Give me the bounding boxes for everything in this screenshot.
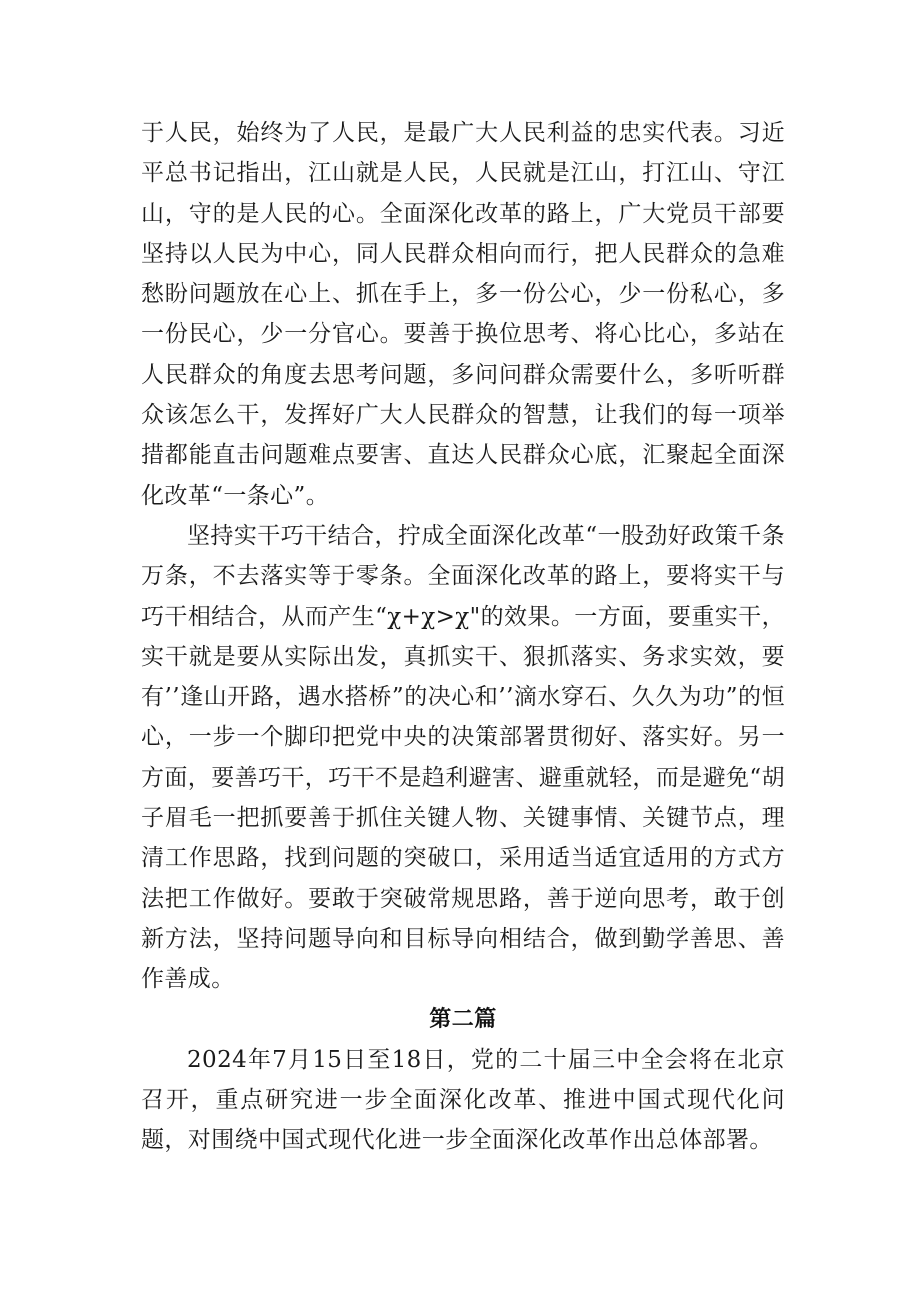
paragraph-practical-work: 坚持实干巧干结合，拧成全面深化改革“一股劲好政策千条万条，不去落实等于零条。全面深化改革的路上，要将实干与巧干相结合，从而产生“χ+χ>χ"的效果。一方面，要重实干，实干就是要从实际出发，真抓实干、狠抓落实、务求实效，要有’’逢山开路，遇水搭桥”的决心和’’滴水穿石、久久为功”的恒心，一步一个脚印把党中央的决策部署贯彻好、落实好。另一方面，要善巧干，巧干不是趋利避害、避重就轻，而是避免“胡子眉毛一把抓要善于抓住关键人物、关键事情、关键节点，理清工作思路，找到问题的突破口，采用适当适宜适用的方式方法把工作做好。要敢于突破常规思路，善于逆向思考，敢于创新方法，坚持问题导向和目标导向相结合，做到勤学善思、善作善成。 [141,522,785,993]
paragraph-people-centered: 于人民，始终为了人民，是最广大人民利益的忠实代表。习近平总书记指出，江山就是人民，人民就是江山，打江山、守江山，守的是人民的心。全面深化改革的路上，广大党员干部要坚持以人民为中心，同人民群众相向而行，把人民群众的急难愁盼问题放在心上、抓在手上，多一份公心，少一份私心，多一份民心，少一分官心。要善于换位思考、将心比心，多站在人民群众的角度去思考问题，多问问群众需要什么，多听听群众该怎么干，发挥好广大人民群众的智慧，让我们的每一项举措都能直击问题难点要害、直达人民群众心底，汇聚起全面深化改革“一条心”。 [141,120,785,509]
document-body [141,113,785,1161]
paragraph-plenary-session: 2024年7月15日至18日，党的二十届三中全会将在北京召开，重点研究进一步全面深化改革、推进中国式现代化问题，对围绕中国式现代化进一步全面深化改革作出总体部署。 [141,1046,785,1154]
section-heading: 第二篇 [429,1006,497,1032]
